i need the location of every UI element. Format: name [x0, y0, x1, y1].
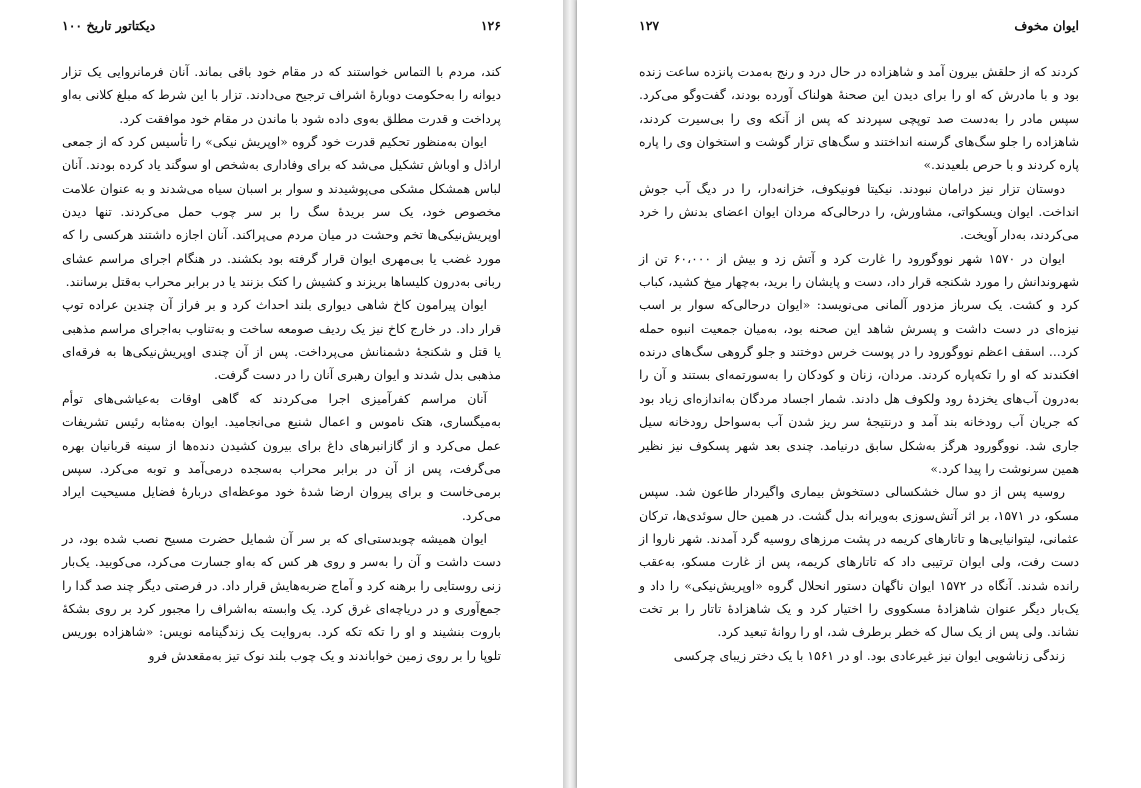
paragraph: ایوان همیشه چوبدستی‌ای که بر سر آن شمایل حضرت مسیح نصب شده بود، در دست داشت و آن را به‌سر و روی هر کس که به‌او جسارت می‌کرد، می‌کوبید. یک‌بار زنی روستایی را برهنه کرد و آماج ضربه‌هایش قرار داد. در فرصتی دیگر چند صد گدا را جمع‌آوری و در دریاچه‌ای غرق کرد. یک وابسته به‌اشراف را مجبور کرد بر روی بشکهٔ باروت بنشیند و او را تکه تکه کرد. به‌روایت یک زندگینامه نویس: «شاهزاده بوریس تلوپا را بر روی زمین خواباندند و یک چوب بلند نوک تیز به‌مقعدش فرو: [62, 530, 501, 663]
page-number: ۱۲۷: [639, 18, 660, 33]
paragraph: آنان مراسم کفرآمیزی اجرا می‌کردند که گاهی اوقات به‌عیاشی‌های توأم به‌میگساری، هتک ناموس و اعمال شنیع می‌انجامید. ایوان به‌مثابه رئیس تشریفات عمل می‌کرد و از گازانبرهای داغ برای بیرون کشیدن دنده‌ها از سینه قربانیان بهره می‌گرفت، پس از آن در برابر محراب به‌سجده درمی‌آمد و توبه می‌کرد. سپس برمی‌خاست و برای پیروان ارضا شدهٔ خود موعظه‌ای دربارهٔ فضایل مسیحیت ایراد می‌کرد.: [62, 390, 501, 523]
page-body: [62, 60, 501, 667]
paragraph: ایوان به‌منظور تحکیم قدرت خود گروه «اوپریش نیکی» را تأسیس کرد که از جمعی اراذل و اوباش تشکیل می‌شد که برای وفاداری به‌شخص او سوگند یاد کرده بودند. آنان لباس همشکل مشکی می‌پوشیدند و سوار بر اسبان سیاه می‌شدند و به عنوان علامت مخصوص خود، یک سر بریدهٔ سگ را بر سر چوب حمل می‌کردند. تنها دیدن اوپریش‌نیکی‌ها تخم وحشت در میان مردم می‌پراکند. آنان اجازه داشتند هرکسی را که مورد غضب یا بی‌مهری ایوان قرار گرفته بود بکشند. در هنگام اجرای مراسم عشای ربانی به‌درون کلیساها بریزند و کشیش را کتک بزنند یا در برابر محراب به‌قتل برسانند.: [62, 134, 501, 290]
page-header: [639, 18, 1079, 40]
page-header: [62, 18, 501, 40]
running-title: ایوان مخوف: [1014, 18, 1079, 33]
paragraph: زندگی زناشویی ایوان نیز غیرعادی بود. او در ۱۵۶۱ با یک دختر زیبای چرکسی: [673, 647, 1065, 663]
paragraph: کردند که از حلقش بیرون آمد و شاهزاده در حال درد و رنج به‌مدت پانزده ساعت زنده بود و با مادرش که او را برای دیدن این صحنهٔ هولناک آورده بودند، گفت‌وگو می‌کرد. سپس مادر را به‌دست صد توپچی سپردند که پس از آنکه وی را بی‌سیرت کردند، شاهزاده را جلو سگ‌های گرسنه انداختند و سگ‌های تزار گوشت و استخوان وی را پاره پاره کردند و با حرص بلعیدند.»: [639, 64, 1079, 173]
paragraph: دوستان تزار نیز درامان نبودند. نیکیتا فونیکوف، خزانه‌دار، را در دیگ آب جوش انداخت. ایوان ویسکواتی، مشاورش، را درحالی‌که مردان ایوان اعضای بدنش را خرد می‌کردند، به‌دار آویخت.: [639, 180, 1079, 243]
paragraph: ایوان در ۱۵۷۰ شهر نووگورود را غارت کرد و آتش زد و بیش از ۶۰،۰۰۰ تن از شهروندانش را مورد شکنجه قرار داد، دست و پایشان را برید، به‌چهار میخ کشید، کباب کرد و کشت. یک سرباز مزدور آلمانی می‌نویسد: «ایوان درحالی‌که سوار بر اسب نیزه‌ای در دست داشت و پسرش شاهد این صحنه بود، به‌میان جمعیت انبوه حمله کرد... اسقف اعظم نووگورود را در پوست خرس دوختند و جلو گروهی سگ‌های درنده افکندند که او را تکه‌پاره کردند. مردان، زنان و کودکان را به‌سورتمه‌ای بستند و آن را به‌درون آب‌های یخزدهٔ رود ولکوف هل دادند. شمار اجساد مردگان به‌اندازه‌ای زیاد بود که جریان آب رودخانه بند آمد و درنتیجهٔ سر ریز شدن آب به‌سواحل رودخانه سیل جاری شد. نووگورود هرگز به‌شکل سابق درنیامد. چندی بعد شهر پسکوف نیز نظیر همین سرنوشت را پیدا کرد.»: [639, 250, 1079, 476]
page-body: [639, 60, 1079, 667]
right-page: [577, 0, 1141, 788]
left-page: [0, 0, 563, 788]
paragraph: ایوان پیرامون کاخ شاهی دیواری بلند احداث کرد و بر فراز آن چندین عراده توپ قرار داد. در خارج کاخ نیز یک ردیف صومعه ساخت و به‌تناوب به‌اجرای مراسم مذهبی یا قتل و شکنجهٔ دشمنانش می‌پرداخت. پس از آن چندی اوپریش‌نیکی‌ها به فرقه‌ای مذهبی بدل شدند و ایوان رهبری آنان را در دست گرفت.: [62, 297, 501, 383]
page-number: ۱۲۶: [480, 18, 501, 33]
paragraph: روسیه پس از دو سال خشکسالی دستخوش بیماری واگیردار طاعون شد. سپس مسکو، در ۱۵۷۱، بر اثر آتش‌سوزی به‌ویرانه بدل گشت. در همین حال سوئدی‌ها، ترکان عثمانی، لیتوانیایی‌ها و تاتارهای کریمه در پشت مرزهای روسیه گرد آمدند. شهر ناروا از دست رفت، ولی ایوان ترتیبی داد که تاتارهای کریمه، پس از غارت مسکو، به‌عقب رانده شدند. آنگاه در ۱۵۷۲ ایوان ناگهان دستور انحلال گروه «اوپریش‌نیکی» را داد و یک‌بار دیگر عنوان شاهزادهٔ مسکووی را اختیار کرد و یک شاهزادهٔ تاتار را بر تخت نشاند. ولی پس از یک سال که خطر برطرف شد، او را روانهٔ تبعید کرد.: [639, 484, 1080, 640]
paragraph: کند، مردم با التماس خواستند که در مقام خود باقی بماند. آنان فرمانروایی یک تزار دیوانه را به‌حکومت دوبارهٔ اشراف ترجیح می‌دادند. تزار با این شرط که مبلغ کلانی به‌او پرداخت و قدرت مطلق به‌وی داده شود با ماندن در مقام خود موافقت کرد.: [62, 64, 501, 126]
running-title: ۱۰۰ دیکتاتور تاریخ: [62, 18, 156, 33]
book-gutter: [563, 0, 577, 788]
